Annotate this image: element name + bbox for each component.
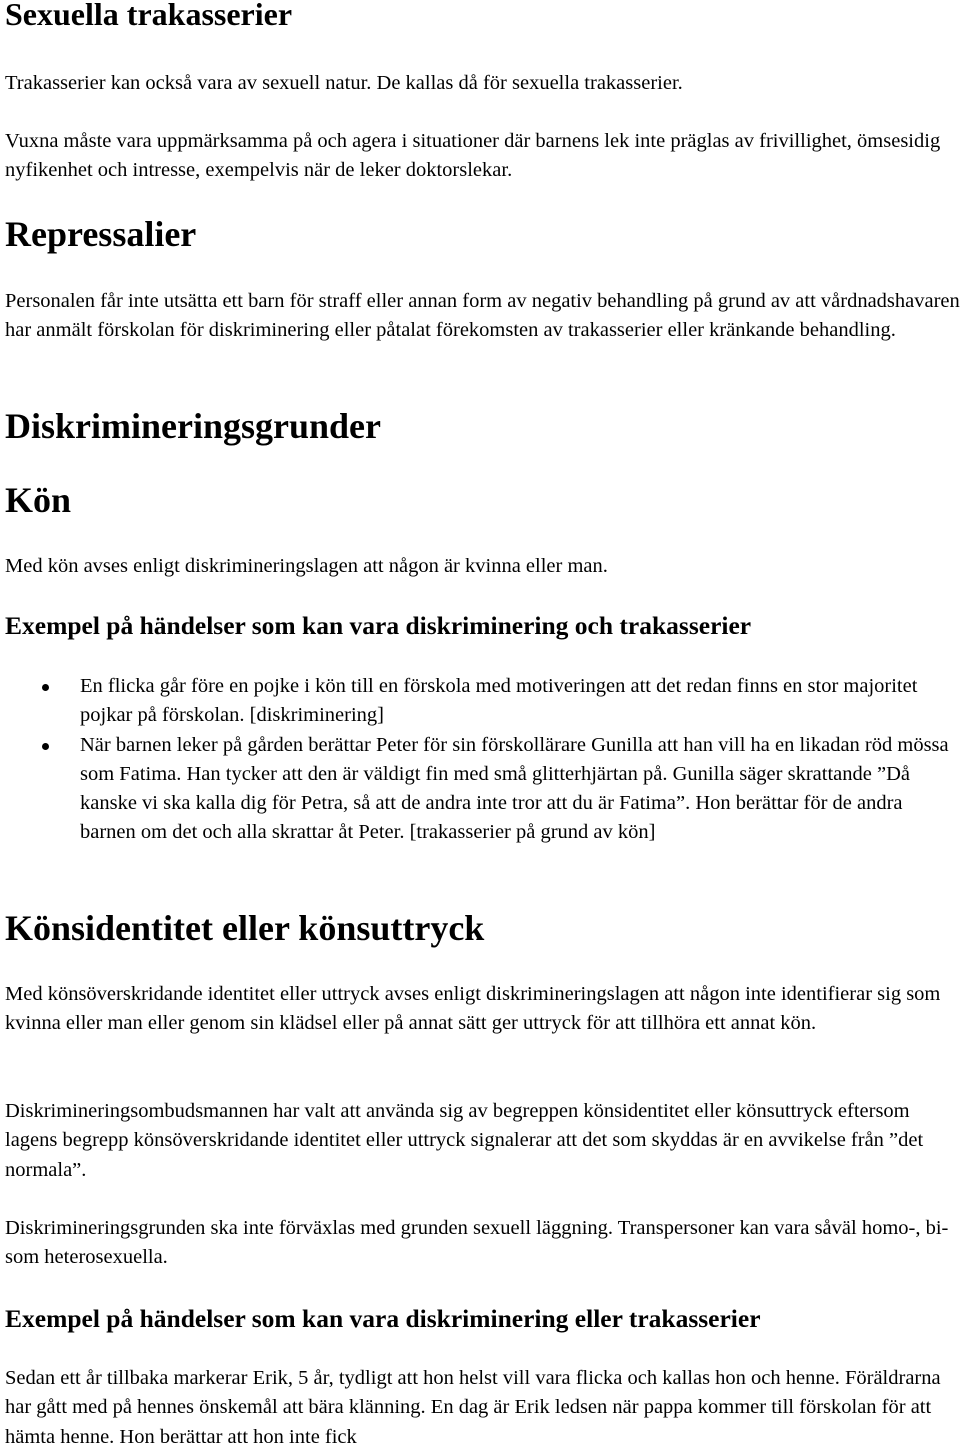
- heading-sexuella-trakasserier: Sexuella trakasserier: [5, 0, 293, 32]
- heading-diskrimineringsgrunder: Diskrimineringsgrunder: [5, 406, 382, 446]
- paragraph-konsidentitet-forvaxling: Diskrimineringsgrunden ska inte förväxlas med grunden sexuell läggning. Transpersoner kan vara såväl homo-, bi- som heterosexuella.: [5, 1217, 949, 1269]
- paragraph-sexuella-intro: Trakasserier kan också vara av sexuell natur. De kallas då för sexuella trakasserier.: [5, 72, 683, 94]
- list-item: [5, 672, 960, 731]
- bullet-icon: [42, 743, 49, 750]
- paragraph-repressalier: Personalen får inte utsätta ett barn för straff eller annan form av negativ behandling på grund av att vårdnadshavaren har anmält förskolan för diskriminering eller påtalat förekomsten av trakasserier eller kränkande behandling.: [5, 290, 960, 342]
- heading-kon: Kön: [5, 480, 72, 520]
- paragraph-exempel-erik: Sedan ett år tillbaka markerar Erik, 5 år, tydligt att hon helst vill vara flicka och kallas hon och henne. Föräldrarna har gått med på hennes önskemål att bära klänning. En dag är Erik ledsen när pappa kommer till förskolan för att hämta henne. Hon berättar att hon inte fick: [5, 1367, 941, 1448]
- paragraph-konsidentitet-begrepp: Diskrimineringsombudsmannen har valt att använda sig av begreppen könsidentitet eller könsuttryck eftersom lagens begrepp könsöverskridande identitet eller uttryck signalerar att det som skyddas är en avvikelse från ”det normala”.: [5, 1100, 924, 1181]
- bullet-icon: [42, 684, 49, 691]
- heading-repressalier: Repressalier: [5, 214, 197, 254]
- paragraph-konsidentitet-definition: Med könsöverskridande identitet eller uttryck avses enligt diskrimineringslagen att någon inte identifierar sig som kvinna eller man eller genom sin klädsel eller på annat sätt ger uttryck för att tillhöra ett annat kön.: [5, 983, 941, 1035]
- list-item-text: När barnen leker på gården berättar Peter för sin förskollärare Gunilla att han vill ha en likadan röd mössa som Fatima. Han tycker att den är väldigt fin med små glitterhjärtan på. Gunilla säger skrattande ”Då kanske vi ska kalla dig för Petra, så att de andra inte tror att du är Fatima”. Hon berättar för de andra barnen om det och alla skrattar åt Peter. [trakasserier på grund av kön]: [80, 733, 949, 844]
- list-item: [5, 731, 960, 848]
- heading-exempel-kon: Exempel på händelser som kan vara diskriminering och trakasserier: [5, 611, 752, 640]
- heading-exempel-konsidentitet: Exempel på händelser som kan vara diskriminering eller trakasserier: [5, 1304, 761, 1333]
- paragraph-kon-definition: Med kön avses enligt diskrimineringslagen att någon är kvinna eller man.: [5, 555, 608, 577]
- list-item-text: En flicka går före en pojke i kön till en förskola med motiveringen att det redan finns en stor majoritet pojkar på förskolan. [diskriminering]: [80, 675, 918, 727]
- heading-konsidentitet: Könsidentitet eller könsuttryck: [5, 908, 485, 948]
- example-list-kon: [5, 672, 957, 848]
- paragraph-sexuella-vuxna: Vuxna måste vara uppmärksamma på och agera i situationer där barnens lek inte präglas av frivillighet, ömsesidig nyfikenhet och intresse, exempelvis när de leker doktorslekar.: [5, 130, 941, 182]
